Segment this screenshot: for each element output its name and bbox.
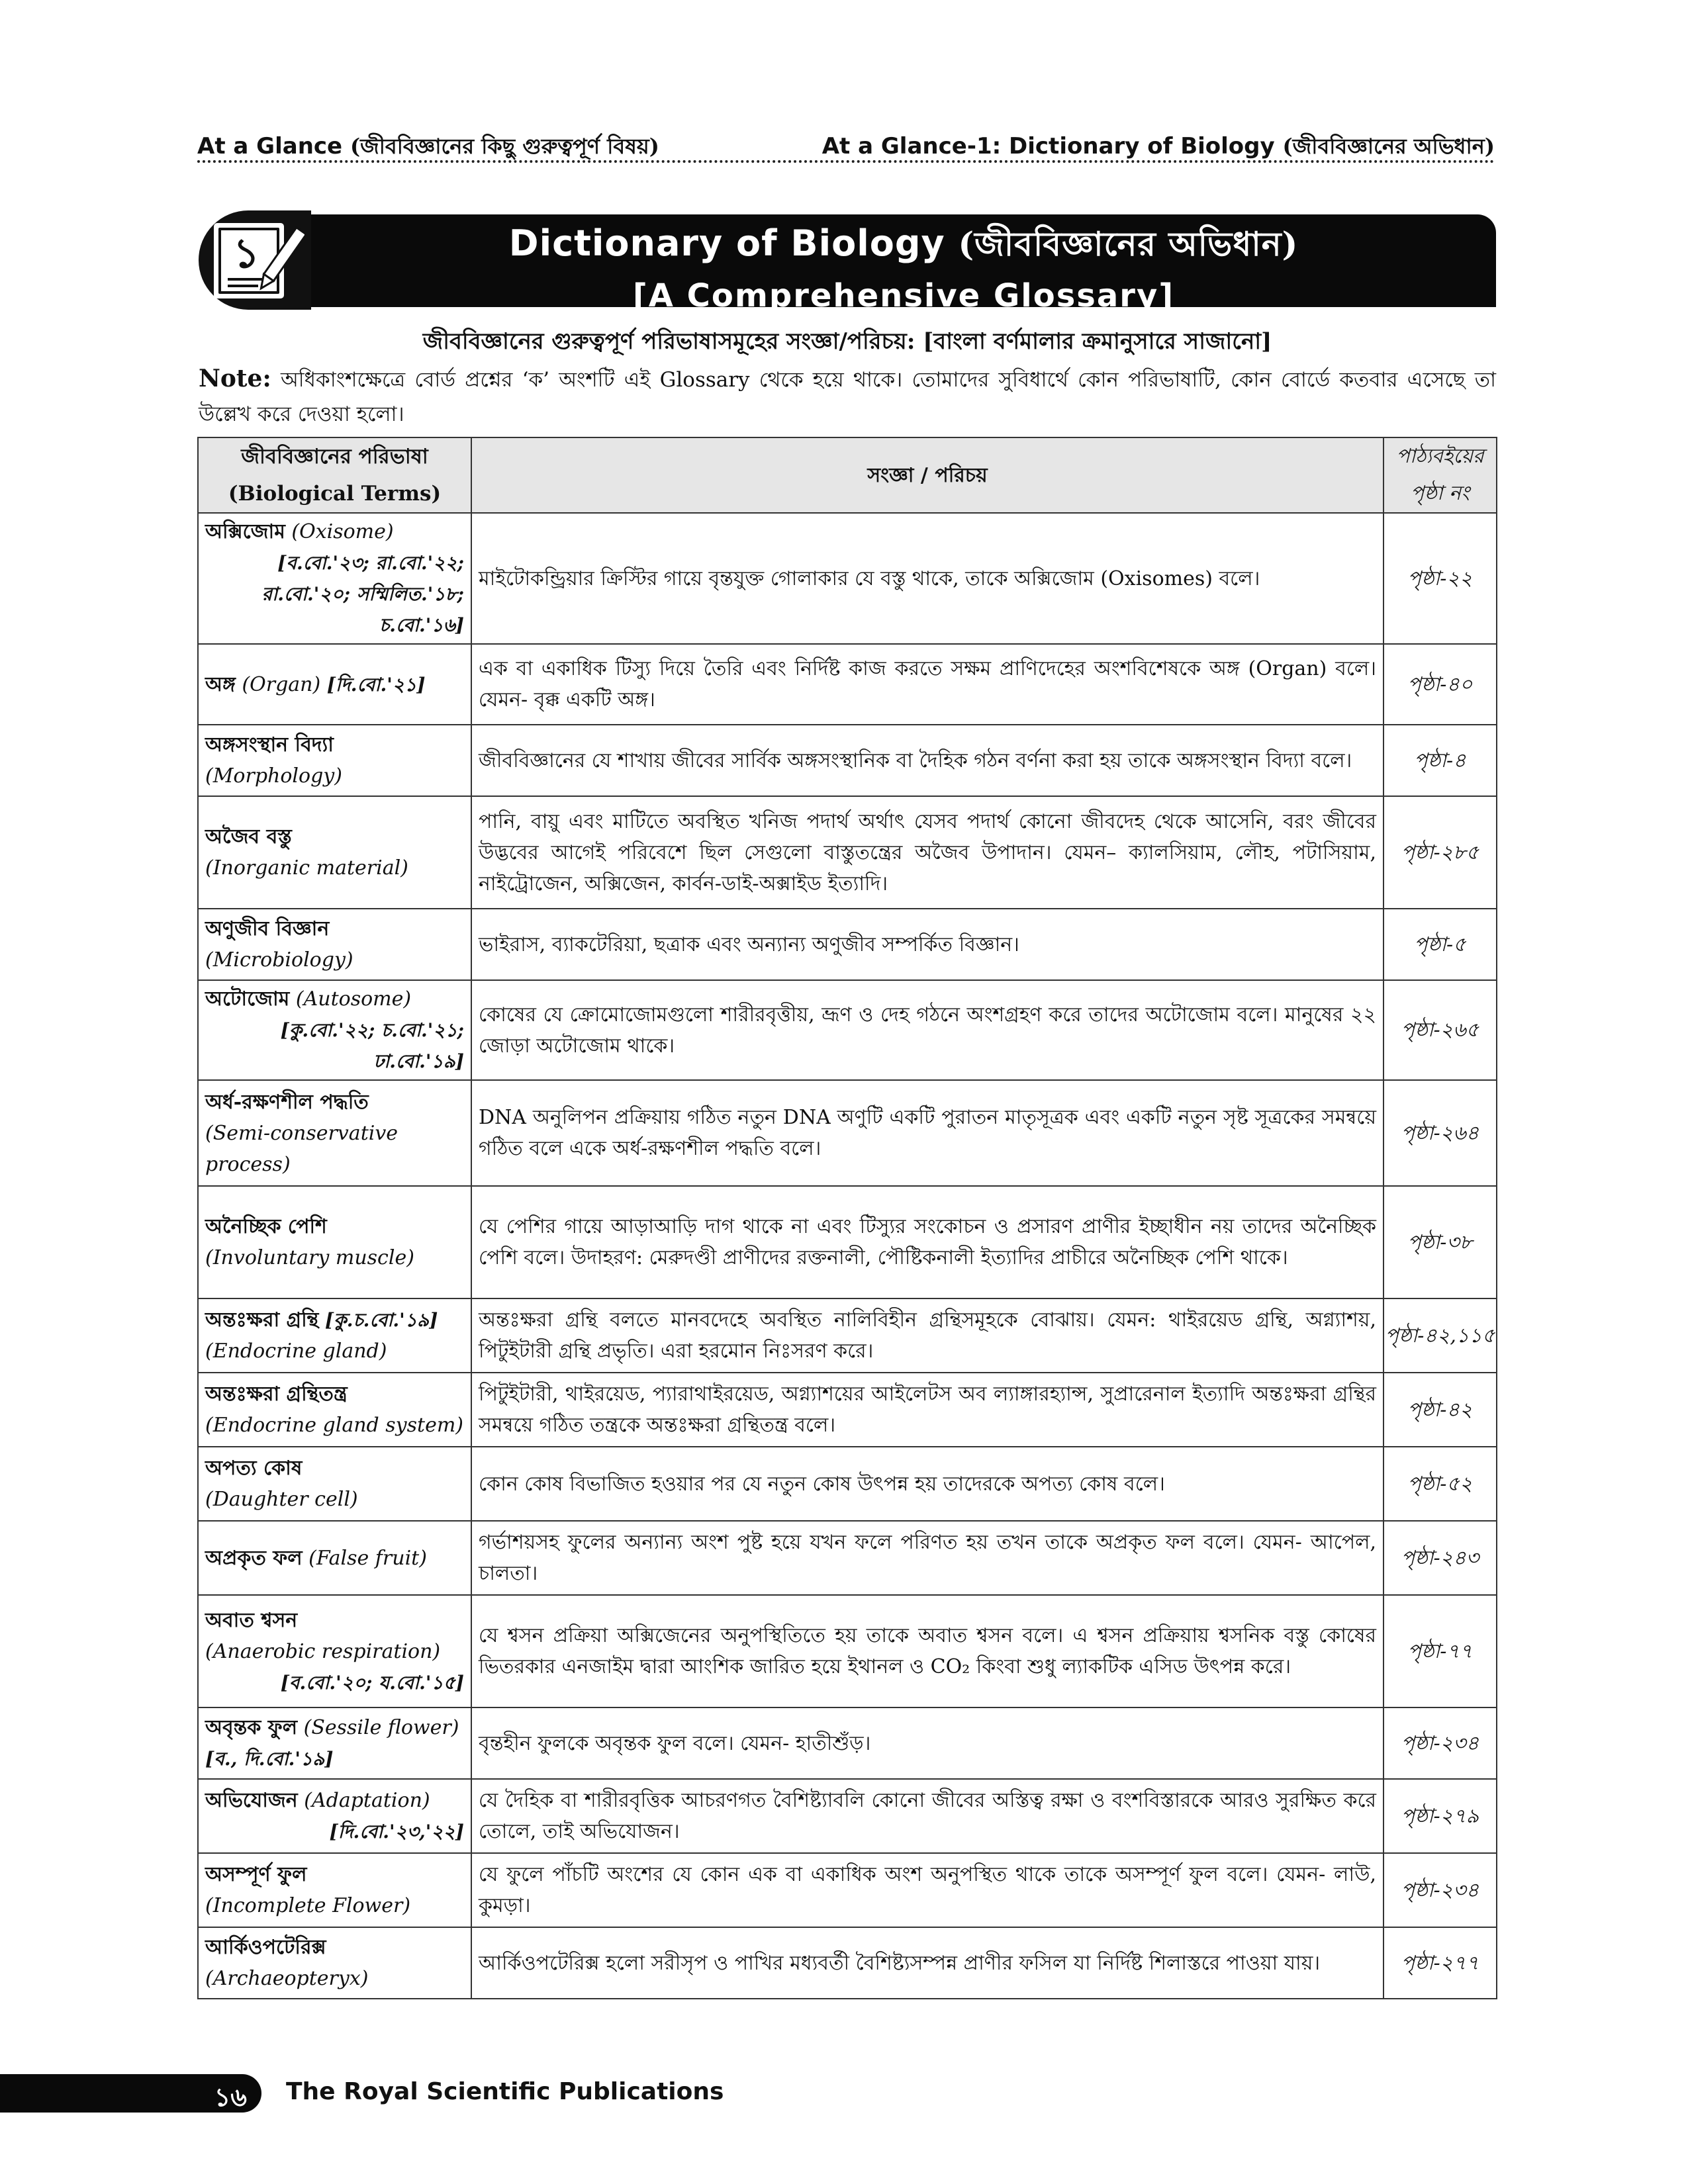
- term-bn: অন্তঃক্ষরা গ্রন্থিতন্ত্র: [205, 1383, 348, 1406]
- running-head-right-bn: (জীববিজ্ঞানের অভিধান): [1282, 134, 1495, 159]
- term-cell: [198, 796, 471, 909]
- definition-cell: গর্ভাশয়সহ ফুলের অন্যান্য অংশ পুষ্ট হয়ে যখন ফলে পরিণত হয় তখন তাকে অপ্রকৃত ফল বলে। যেমন- আপেল, চালতা।: [471, 1521, 1383, 1595]
- term-bn: অপ্রকৃত ফল: [205, 1546, 303, 1570]
- term-bn: অক্সিজোম: [205, 520, 285, 543]
- table-row: [198, 1707, 1497, 1779]
- note-text: অধিকাংশক্ষেত্রে বোর্ড প্রশ্নের ‘ক’ অংশটি এই Glossary থেকে হয়ে থাকে। তোমাদের সুবিধার্থে কোন পরিভাষাটি, কোন বোর্ডে কতবার এসেছে তা উল্লেখ করে দেওয়া হলো।: [199, 368, 1496, 426]
- term-en: (Microbiology): [205, 948, 353, 972]
- table-row: [198, 1447, 1497, 1521]
- table-row: [198, 725, 1497, 796]
- glossary-table: [197, 437, 1497, 1999]
- definition-cell: মাইটোকন্ড্রিয়ার ক্রিস্টির গায়ে বৃন্তযুক্ত গোলাকার যে বস্তু থাকে, তাকে অক্সিজোম (Oxisomes) বলে।: [471, 513, 1383, 644]
- term-en: (Involuntary muscle): [205, 1246, 414, 1269]
- page-ref-cell: পৃষ্ঠা-২৪৩: [1383, 1521, 1497, 1595]
- board-citation: [দি.বো.'২৩,'২২]: [329, 1821, 464, 1843]
- term-en: (Organ): [242, 672, 321, 696]
- term-bn: আর্কিওপটেরিক্স: [205, 1936, 326, 1959]
- table-row: [198, 1298, 1497, 1373]
- page-ref-cell: পৃষ্ঠা-২৮৫: [1383, 796, 1497, 909]
- board-citation: [দি.বো.'২১]: [326, 673, 426, 696]
- page-ref-cell: পৃষ্ঠা-২৩৪: [1383, 1707, 1497, 1779]
- definition-cell: বৃন্তহীন ফুলকে অবৃন্তক ফুল বলে। যেমন- হাতীশুঁড়।: [471, 1707, 1383, 1779]
- col-header-page-line2: পৃষ্ঠা নং: [1411, 482, 1470, 505]
- term-en: (Incomplete Flower): [205, 1894, 411, 1917]
- col-header-page-line1: পাঠ্যবইয়ের: [1396, 445, 1484, 468]
- running-head-left-bn: (জীববিজ্ঞানের কিছু গুরুত্বপূর্ণ বিষয়): [350, 134, 659, 159]
- page-ref-cell: পৃষ্ঠা-২৬৫: [1383, 980, 1497, 1080]
- definition-cell: এক বা একাধিক টিস্যু দিয়ে তৈরি এবং নির্দিষ্ট কাজ করতে সক্ষম প্রাণিদেহের অংশবিশেষকে অঙ্গ (Organ) বলে। যেমন- বৃক্ক একটি অঙ্গ।: [471, 644, 1383, 725]
- term-cell: [198, 1853, 471, 1927]
- term-en: (Autosome): [295, 987, 412, 1011]
- table-row: [198, 1186, 1497, 1298]
- term-en: (Sessile flower): [303, 1716, 459, 1739]
- section-subheading: জীববিজ্ঞানের গুরুত্বপূর্ণ পরিভাষাসমূহের সংজ্ঞা/পরিচয়: [বাংলা বর্ণমালার ক্রমানুসারে সাজানো]: [422, 328, 1272, 355]
- term-cell: [198, 725, 471, 796]
- page-ref-cell: পৃষ্ঠা-২৩৪: [1383, 1853, 1497, 1927]
- term-cell: [198, 1373, 471, 1447]
- running-head-right: [822, 130, 1495, 165]
- definition-cell: যে পেশির গায়ে আড়াআড়ি দাগ থাকে না এবং টিস্যুর সংকোচন ও প্রসারণ প্রাণীর ইচ্ছাধীন নয় তাদের অনৈচ্ছিক পেশি বলে। উদাহরণ: মেরুদণ্ডী প্রাণীদের রক্তনালী, পৌষ্টিকনালী ইত্যাদির প্রাচীরে অনৈচ্ছিক পেশি থাকে।: [471, 1186, 1383, 1298]
- term-cell: [198, 980, 471, 1080]
- term-bn: অসম্পূর্ণ ফুল: [205, 1863, 307, 1886]
- page-ref-cell: পৃষ্ঠা-৭৭: [1383, 1595, 1497, 1707]
- table-row: [198, 909, 1497, 980]
- table-row: [198, 644, 1497, 725]
- term-cell: [198, 1595, 471, 1707]
- table-row: [198, 1521, 1497, 1595]
- running-head: [197, 126, 1495, 163]
- page-ref-cell: পৃষ্ঠা-৪০: [1383, 644, 1497, 725]
- definition-cell: অন্তঃক্ষরা গ্রন্থি বলতে মানবদেহে অবস্থিত নালিবিহীন গ্রন্থিসমূহকে বোঝায়। যেমন: থাইরয়েড গ্রন্থি, অগ্ন্যাশয়, পিটুইটারী গ্রন্থি প্রভৃতি। এরা হরমোন নিঃসরণ করে।: [471, 1298, 1383, 1373]
- table-row: [198, 980, 1497, 1080]
- term-en: (Semi-conservative process): [205, 1121, 399, 1176]
- page-ref-cell: পৃষ্ঠা-৪২,১১৫: [1383, 1298, 1497, 1373]
- chapter-title-en: Dictionary of Biology: [508, 222, 945, 264]
- col-header-term: [198, 437, 471, 513]
- term-bn: অঙ্গসংস্থান বিদ্যা: [205, 733, 334, 756]
- publisher-name: The Royal Scientific Publications: [286, 2078, 724, 2105]
- term-bn: অন্তঃক্ষরা গ্রন্থি: [205, 1308, 319, 1332]
- table-row: [198, 1080, 1497, 1186]
- term-en: (Inorganic material): [205, 856, 408, 880]
- board-citation: [কু.বো.'২২; চ.বো.'২১; ঢা.বো.'১৯]: [280, 1019, 464, 1072]
- page-number-bar: [0, 2074, 261, 2113]
- definition-cell: ভাইরাস, ব্যাকটেরিয়া, ছত্রাক এবং অন্যান্য অণুজীব সম্পর্কিত বিজ্ঞান।: [471, 909, 1383, 980]
- table-row: [198, 1779, 1497, 1853]
- definition-cell: পিটুইটারী, থাইরয়েড, প্যারাথাইরয়েড, অগ্ন্যাশয়ের আইলেটস অব ল্যাঙ্গারহ্যান্স, সুপ্রারেনাল ইত্যাদি অন্তঃক্ষরা গ্রন্থির সমন্বয়ে গঠিত তন্ত্রকে অন্তঃক্ষরা গ্রন্থিতন্ত্র বলে।: [471, 1373, 1383, 1447]
- term-cell: [198, 1447, 471, 1521]
- running-head-left-en: At a Glance: [197, 133, 343, 159]
- note-label: Note:: [199, 365, 271, 392]
- term-bn: অণুজীব বিজ্ঞান: [205, 917, 330, 940]
- term-bn: অটোজোম: [205, 987, 290, 1011]
- definition-cell: পানি, বায়ু এবং মাটিতে অবস্থিত খনিজ পদার্থ অর্থাৎ যেসব পদার্থ কোনো জীবদেহ থেকে আসেনি, বরং জীবের উদ্ভবের আগেই পরিবেশে ছিল সেগুলো বাস্তুতন্ত্রের অজৈব উপাদান। যেমন– ক্যালসিয়াম, লৌহ, পটাসিয়াম, নাইট্রোজেন, অক্সিজেন, কার্বন-ডাই-অক্সাইড ইত্যাদি।: [471, 796, 1383, 909]
- page-footer: [0, 2074, 728, 2113]
- page-ref-cell: পৃষ্ঠা-৫: [1383, 909, 1497, 980]
- chapter-title-bn: (জীববিজ্ঞানের অভিধান): [958, 224, 1299, 263]
- definition-cell: কোষের যে ক্রোমোজোমগুলো শারীরবৃত্তীয়, ভ্রূণ ও দেহ গঠনে অংশগ্রহণ করে তাদের অটোজোম বলে। মানুষের ২২ জোড়া অটোজোম থাকে।: [471, 980, 1383, 1080]
- term-en: (Archaeopteryx): [205, 1967, 369, 1990]
- definition-cell: DNA অনুলিপন প্রক্রিয়ায় গঠিত নতুন DNA অণুটি একটি পুরাতন মাতৃসূত্রক এবং একটি নতুন সৃষ্ট সূত্রকের সমন্বয়ে গঠিত বলে একে অর্ধ-রক্ষণশীল পদ্ধতি বলে।: [471, 1080, 1383, 1186]
- term-bn: অঙ্গ: [205, 672, 236, 696]
- definition-cell: কোন কোষ বিভাজিত হওয়ার পর যে নতুন কোষ উৎপন্ন হয় তাদেরকে অপত্য কোষ বলে।: [471, 1447, 1383, 1521]
- term-en: (Daughter cell): [205, 1488, 358, 1511]
- term-cell: [198, 1927, 471, 1999]
- term-bn: অজৈব বস্তু: [205, 825, 292, 848]
- board-citation: [ব.বো.'২৩; রা.বো.'২২; রা.বো.'২০; সম্মিলিত.'১৮; চ.বো.'১৬]: [261, 552, 464, 636]
- term-cell: [198, 513, 471, 644]
- term-bn: অবাত শ্বসন: [205, 1608, 298, 1632]
- term-en: (False fruit): [308, 1546, 427, 1570]
- definition-cell: আর্কিওপটেরিক্স হলো সরীসৃপ ও পাখির মধ্যবর্তী বৈশিষ্ট্যসম্পন্ন প্রাণীর ফসিল যা নির্দিষ্ট শিলাস্তরে পাওয়া যায়।: [471, 1927, 1383, 1999]
- term-cell: [198, 909, 471, 980]
- term-en: (Endocrine gland system): [205, 1414, 463, 1437]
- term-bn: অবৃন্তক ফুল: [205, 1716, 298, 1739]
- term-bn: অপত্য কোষ: [205, 1457, 303, 1480]
- glossary-body: [198, 513, 1497, 1999]
- notebook-pencil-icon: [205, 216, 305, 304]
- term-en: (Adaptation): [304, 1789, 430, 1812]
- table-row: [198, 1595, 1497, 1707]
- page-ref-cell: পৃষ্ঠা-৪২: [1383, 1373, 1497, 1447]
- term-bn: অর্ধ-রক্ষণশীল পদ্ধতি: [205, 1090, 369, 1114]
- chapter-subtitle: [A Comprehensive Glossary]: [632, 277, 1175, 314]
- chapter-title-banner: [311, 214, 1496, 314]
- col-header-term-bn: জীববিজ্ঞানের পরিভাষা: [241, 445, 428, 469]
- board-citation: [ব., দি.বো.'১৯]: [205, 1748, 334, 1770]
- definition-cell: যে ফুলে পাঁচটি অংশের যে কোন এক বা একাধিক অংশ অনুপস্থিত থাকে তাকে অসম্পূর্ণ ফুল বলে। যেমন- লাউ, কুমড়া।: [471, 1853, 1383, 1927]
- term-cell: [198, 1080, 471, 1186]
- table-header-row: [198, 437, 1497, 513]
- table-row: [198, 513, 1497, 644]
- page-ref-cell: পৃষ্ঠা-২৭৯: [1383, 1779, 1497, 1853]
- term-bn: অনৈচ্ছিক পেশি: [205, 1215, 327, 1238]
- note-paragraph: [199, 361, 1496, 432]
- board-citation: [ব.বো.'২০; য.বো.'১৫]: [280, 1671, 464, 1694]
- col-header-page: [1383, 437, 1497, 513]
- term-cell: [198, 1779, 471, 1853]
- page-ref-cell: পৃষ্ঠা-২৬৪: [1383, 1080, 1497, 1186]
- term-en: (Endocrine gland): [205, 1340, 387, 1363]
- page-number: ১৬: [214, 2082, 247, 2112]
- col-header-definition: সংজ্ঞা / পরিচয়: [471, 437, 1383, 513]
- term-en: (Oxisome): [291, 520, 394, 543]
- running-head-left: [197, 130, 659, 165]
- table-row: [198, 1373, 1497, 1447]
- table-row: [198, 796, 1497, 909]
- definition-cell: যে দৈহিক বা শারীরবৃত্তিক আচরণগত বৈশিষ্ট্যাবলি কোনো জীবের অস্তিত্ব রক্ষা ও বংশবিস্তারকে আরও সুরক্ষিত করে তোলে, তাই অভিযোজন।: [471, 1779, 1383, 1853]
- page-ref-cell: পৃষ্ঠা-২২: [1383, 513, 1497, 644]
- definition-cell: যে শ্বসন প্রক্রিয়া অক্সিজেনের অনুপস্থিতিতে হয় তাকে অবাত শ্বসন বলে। এ শ্বসন প্রক্রিয়ায় শ্বসনিক বস্তু কোষের ভিতরকার এনজাইম দ্বারা আংশিক জারিত হয়ে ইথানল ও CO₂ কিংবা শুধু ল্যাকটিক এসিড উৎপন্ন করে।: [471, 1595, 1383, 1707]
- page-ref-cell: পৃষ্ঠা-৫২: [1383, 1447, 1497, 1521]
- term-en: (Morphology): [205, 764, 342, 788]
- definition-cell: জীববিজ্ঞানের যে শাখায় জীবের সার্বিক অঙ্গসংস্থানিক বা দৈহিক গঠন বর্ণনা করা হয় তাকে অঙ্গসংস্থান বিদ্যা বলে।: [471, 725, 1383, 796]
- chapter-title: [311, 220, 1496, 275]
- page-ref-cell: পৃষ্ঠা-৩৮: [1383, 1186, 1497, 1298]
- term-cell: [198, 1707, 471, 1779]
- page-ref-cell: পৃষ্ঠা-৪: [1383, 725, 1497, 796]
- chapter-badge: [199, 210, 311, 310]
- term-bn: অভিযোজন: [205, 1789, 298, 1812]
- table-row: [198, 1853, 1497, 1927]
- term-cell: [198, 644, 471, 725]
- running-head-right-en: At a Glance-1: Dictionary of Biology: [821, 133, 1275, 159]
- col-header-term-en: (Biological Terms): [228, 482, 442, 506]
- page-ref-cell: পৃষ্ঠা-২৭৭: [1383, 1927, 1497, 1999]
- chapter-number: ১: [233, 229, 260, 277]
- term-cell: [198, 1298, 471, 1373]
- term-cell: [198, 1186, 471, 1298]
- board-citation: [কু.চ.বো.'১৯]: [324, 1309, 438, 1331]
- table-row: [198, 1927, 1497, 1999]
- term-cell: [198, 1521, 471, 1595]
- term-en: (Anaerobic respiration): [205, 1639, 441, 1663]
